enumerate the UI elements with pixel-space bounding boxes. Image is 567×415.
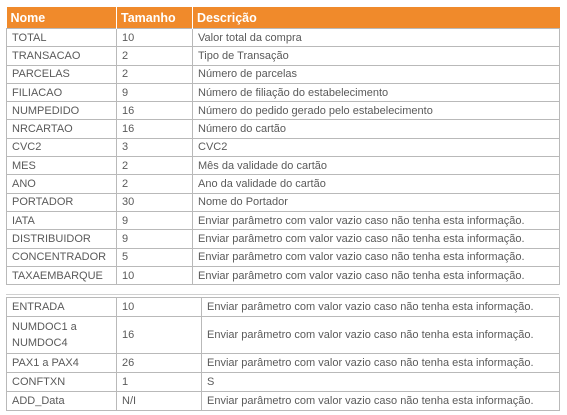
cell-tamanho: 2 xyxy=(117,157,193,175)
cell-nome: CONCENTRADOR xyxy=(7,248,117,266)
cell-descricao: Enviar parâmetro com valor vazio caso não tenha esta informação. xyxy=(193,211,560,229)
cell-tamanho: 1 xyxy=(117,373,202,392)
table-row xyxy=(7,175,560,193)
cell-tamanho: 30 xyxy=(117,193,193,211)
cell-tamanho: 10 xyxy=(117,29,193,47)
cell-descricao: CVC2 xyxy=(193,138,560,156)
cell-descricao: Enviar parâmetro com valor vazio caso não tenha esta informação. xyxy=(202,354,560,373)
cell-descricao: Número de parcelas xyxy=(193,65,560,83)
table-row xyxy=(7,266,560,284)
table-row xyxy=(7,248,560,266)
cell-tamanho: 2 xyxy=(117,47,193,65)
cell-nome: TAXAEMBARQUE xyxy=(7,266,117,284)
cell-nome: DISTRIBUIDOR xyxy=(7,230,117,248)
cell-nome: ANO xyxy=(7,175,117,193)
cell-descricao: Enviar parâmetro com valor vazio caso não tenha esta informação. xyxy=(202,392,560,411)
table-row xyxy=(7,47,560,65)
cell-descricao: Ano da validade do cartão xyxy=(193,175,560,193)
section-divider xyxy=(6,294,559,295)
cell-descricao: Número do pedido gerado pelo estabelecimento xyxy=(193,102,560,120)
table-row xyxy=(7,193,560,211)
cell-tamanho: 2 xyxy=(117,175,193,193)
cell-tamanho: 16 xyxy=(117,317,202,354)
table-row xyxy=(7,354,560,373)
cell-nome: MES xyxy=(7,157,117,175)
cell-nome: PORTADOR xyxy=(7,193,117,211)
table-row xyxy=(7,157,560,175)
cell-tamanho: 9 xyxy=(117,211,193,229)
cell-descricao: Mês da validade do cartão xyxy=(193,157,560,175)
cell-nome: FILIACAO xyxy=(7,83,117,101)
header-tamanho: Tamanho xyxy=(117,7,193,29)
cell-descricao: Número do cartão xyxy=(193,120,560,138)
cell-descricao: Enviar parâmetro com valor vazio caso não tenha esta informação. xyxy=(193,248,560,266)
table-row xyxy=(7,65,560,83)
table-row xyxy=(7,230,560,248)
cell-nome: CVC2 xyxy=(7,138,117,156)
cell-tamanho: 10 xyxy=(117,298,202,317)
cell-nome: TRANSACAO xyxy=(7,47,117,65)
cell-descricao: Enviar parâmetro com valor vazio caso não tenha esta informação. xyxy=(202,298,560,317)
table-row xyxy=(7,373,560,392)
table-row xyxy=(7,83,560,101)
parameters-table-continued xyxy=(6,297,560,411)
cell-tamanho: 5 xyxy=(117,248,193,266)
table-header-row xyxy=(7,7,560,29)
cell-tamanho: 10 xyxy=(117,266,193,284)
parameters-table xyxy=(6,7,560,285)
cell-descricao: Valor total da compra xyxy=(193,29,560,47)
cell-descricao: S xyxy=(202,373,560,392)
cell-nome: ADD_Data xyxy=(7,392,117,411)
cell-descricao: Nome do Portador xyxy=(193,193,560,211)
header-nome: Nome xyxy=(7,7,117,29)
table-row xyxy=(7,120,560,138)
table-row xyxy=(7,392,560,411)
cell-descricao: Enviar parâmetro com valor vazio caso não tenha esta informação. xyxy=(193,230,560,248)
cell-tamanho: 16 xyxy=(117,120,193,138)
cell-nome: ENTRADA xyxy=(7,298,117,317)
cell-tamanho: 2 xyxy=(117,65,193,83)
cell-tamanho: 9 xyxy=(117,83,193,101)
cell-tamanho: 9 xyxy=(117,230,193,248)
cell-descricao: Enviar parâmetro com valor vazio caso não tenha esta informação. xyxy=(202,317,560,354)
cell-nome: NRCARTAO xyxy=(7,120,117,138)
table-row xyxy=(7,211,560,229)
cell-descricao: Tipo de Transação xyxy=(193,47,560,65)
header-descricao: Descrição xyxy=(193,7,560,29)
table-row xyxy=(7,317,560,354)
cell-nome: CONFTXN xyxy=(7,373,117,392)
cell-nome: NUMPEDIDO xyxy=(7,102,117,120)
cell-descricao: Enviar parâmetro com valor vazio caso não tenha esta informação. xyxy=(193,266,560,284)
table-row xyxy=(7,138,560,156)
cell-tamanho: 16 xyxy=(117,102,193,120)
cell-tamanho: 26 xyxy=(117,354,202,373)
cell-nome: NUMDOC1 a NUMDOC4 xyxy=(7,317,117,354)
table-row xyxy=(7,298,560,317)
cell-nome: TOTAL xyxy=(7,29,117,47)
cell-descricao: Número de filiação do estabelecimento xyxy=(193,83,560,101)
table-row xyxy=(7,102,560,120)
cell-nome: IATA xyxy=(7,211,117,229)
cell-nome: PARCELAS xyxy=(7,65,117,83)
cell-tamanho: N/I xyxy=(117,392,202,411)
cell-tamanho: 3 xyxy=(117,138,193,156)
cell-nome: PAX1 a PAX4 xyxy=(7,354,117,373)
table-row xyxy=(7,29,560,47)
